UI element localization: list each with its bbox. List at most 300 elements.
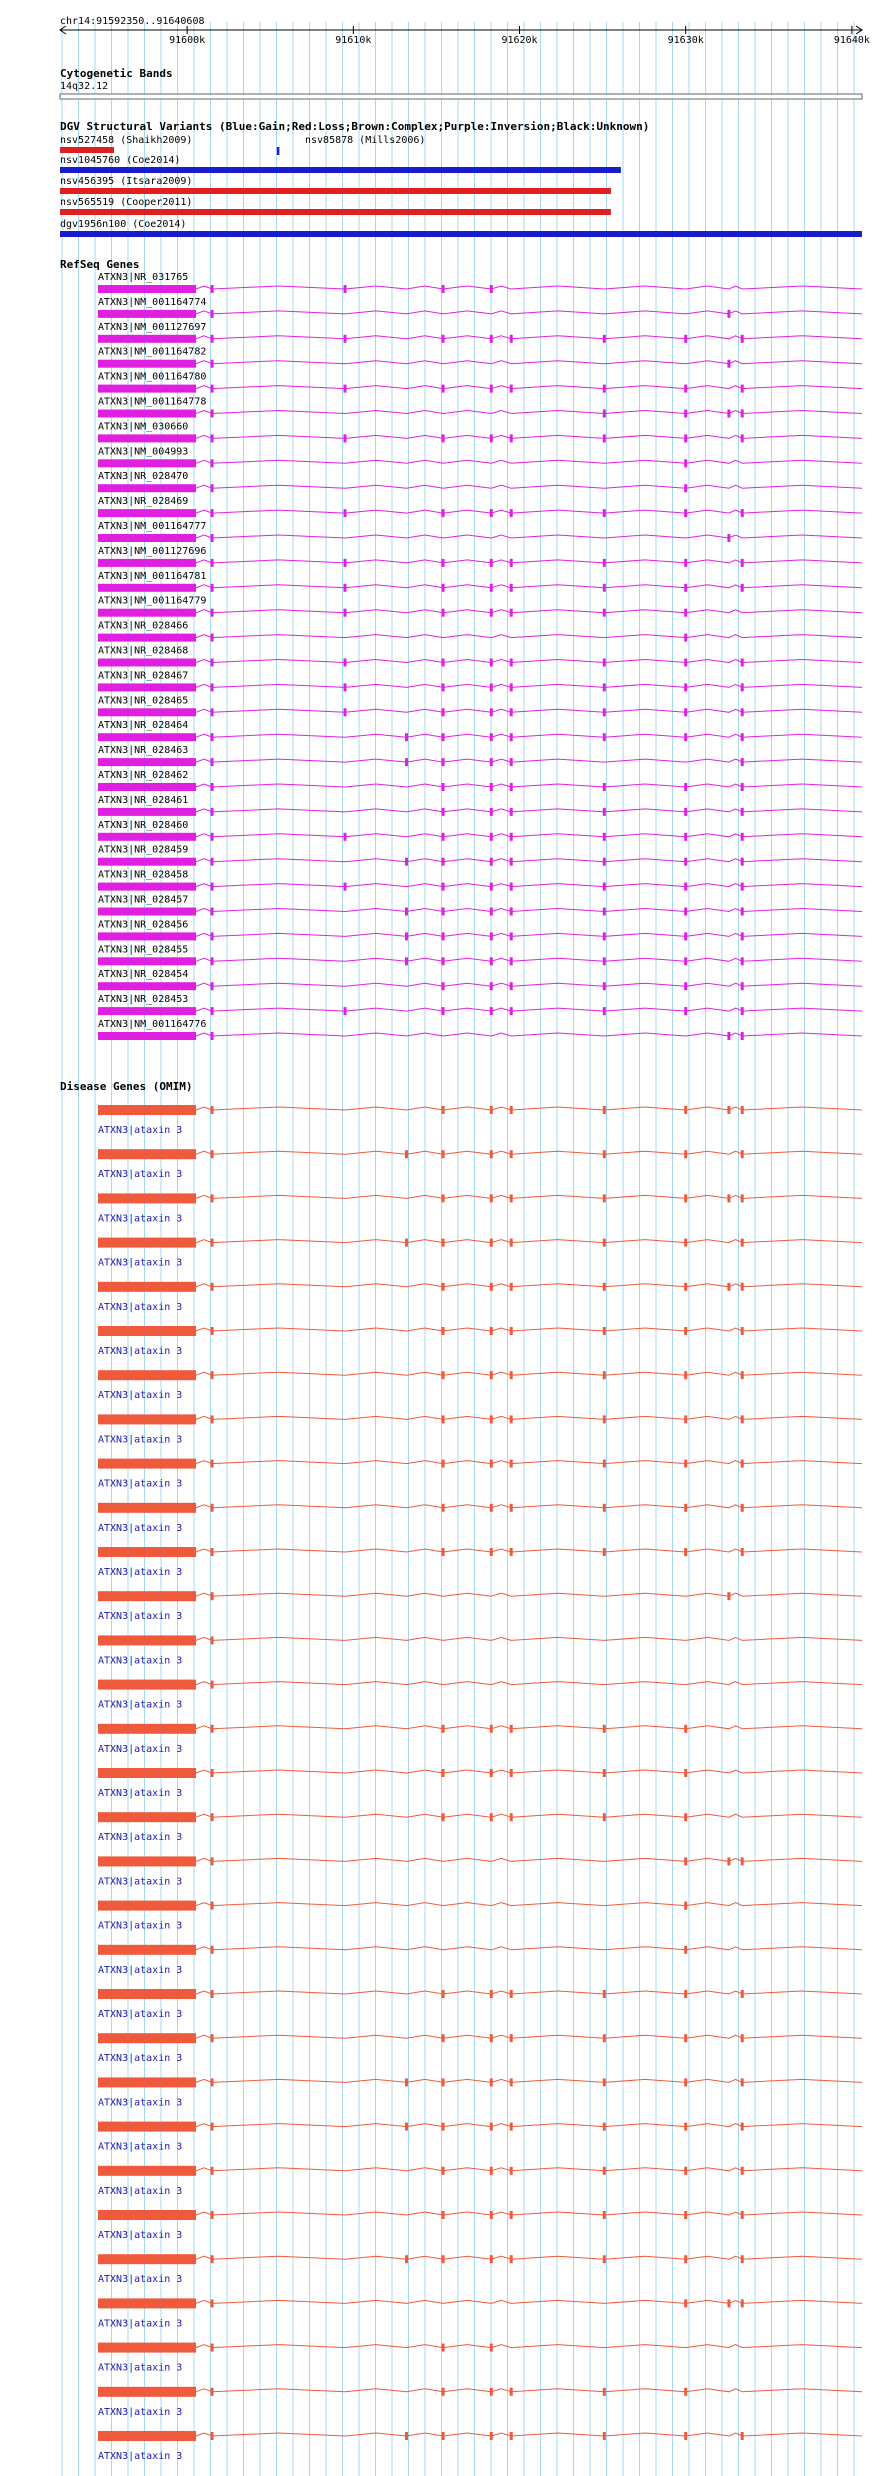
refseq-exon[interactable] [442, 584, 445, 592]
omim-exon[interactable] [405, 2432, 408, 2440]
omim-exon[interactable] [684, 1857, 687, 1865]
refseq-exon[interactable] [98, 708, 196, 716]
refseq-exon[interactable] [98, 783, 196, 791]
refseq-exon[interactable] [490, 559, 493, 567]
refseq-exon[interactable] [211, 858, 214, 866]
omim-exon[interactable] [741, 2299, 744, 2307]
omim-exon[interactable] [442, 1813, 445, 1821]
refseq-exon[interactable] [603, 932, 606, 940]
dgv-variant-bar[interactable] [60, 209, 611, 215]
refseq-exon[interactable] [490, 683, 493, 691]
refseq-exon[interactable] [684, 335, 687, 343]
omim-exon[interactable] [510, 2123, 513, 2131]
refseq-exon[interactable] [442, 883, 445, 891]
omim-exon[interactable] [98, 1459, 196, 1469]
refseq-exon[interactable] [211, 908, 214, 916]
omim-exon[interactable] [741, 2255, 744, 2263]
refseq-exon[interactable] [741, 410, 744, 418]
omim-exon[interactable] [490, 1150, 493, 1158]
refseq-exon[interactable] [603, 883, 606, 891]
refseq-exon[interactable] [741, 659, 744, 667]
omim-exon[interactable] [510, 1106, 513, 1114]
omim-exon[interactable] [684, 2123, 687, 2131]
refseq-exon[interactable] [603, 609, 606, 617]
refseq-exon[interactable] [684, 385, 687, 393]
refseq-exon[interactable] [741, 1032, 744, 1040]
refseq-exon[interactable] [98, 410, 196, 418]
refseq-exon[interactable] [490, 783, 493, 791]
omim-exon[interactable] [442, 1106, 445, 1114]
refseq-exon[interactable] [741, 733, 744, 741]
refseq-exon[interactable] [741, 982, 744, 990]
omim-exon[interactable] [442, 1327, 445, 1335]
refseq-exon[interactable] [727, 410, 730, 418]
omim-exon[interactable] [741, 1990, 744, 1998]
refseq-exon[interactable] [405, 957, 408, 965]
omim-exon[interactable] [510, 1150, 513, 1158]
refseq-exon[interactable] [442, 808, 445, 816]
refseq-exon[interactable] [344, 509, 347, 517]
refseq-exon[interactable] [603, 982, 606, 990]
refseq-exon[interactable] [684, 659, 687, 667]
omim-exon[interactable] [603, 1371, 606, 1379]
omim-exon[interactable] [442, 1283, 445, 1291]
refseq-exon[interactable] [684, 634, 687, 642]
omim-exon[interactable] [684, 1813, 687, 1821]
refseq-exon[interactable] [344, 1007, 347, 1015]
refseq-exon[interactable] [741, 858, 744, 866]
omim-exon[interactable] [211, 1548, 214, 1556]
refseq-exon[interactable] [603, 385, 606, 393]
omim-exon[interactable] [98, 1547, 196, 1557]
omim-exon[interactable] [211, 1636, 214, 1644]
refseq-exon[interactable] [684, 783, 687, 791]
omim-exon[interactable] [490, 1194, 493, 1202]
omim-exon[interactable] [510, 1460, 513, 1468]
omim-exon[interactable] [98, 1503, 196, 1513]
omim-exon[interactable] [98, 1591, 196, 1601]
refseq-exon[interactable] [741, 559, 744, 567]
refseq-exon[interactable] [98, 484, 196, 492]
refseq-exon[interactable] [211, 509, 214, 517]
omim-exon[interactable] [211, 1946, 214, 1954]
refseq-exon[interactable] [490, 982, 493, 990]
refseq-exon[interactable] [684, 708, 687, 716]
refseq-exon[interactable] [510, 758, 513, 766]
refseq-exon[interactable] [442, 733, 445, 741]
refseq-exon[interactable] [727, 1032, 730, 1040]
omim-exon[interactable] [510, 1548, 513, 1556]
refseq-exon[interactable] [211, 1032, 214, 1040]
refseq-exon[interactable] [741, 908, 744, 916]
omim-exon[interactable] [741, 1283, 744, 1291]
omim-exon[interactable] [442, 2167, 445, 2175]
omim-exon[interactable] [490, 1460, 493, 1468]
omim-exon[interactable] [510, 1990, 513, 1998]
refseq-exon[interactable] [490, 908, 493, 916]
omim-exon[interactable] [741, 2078, 744, 2086]
omim-exon[interactable] [211, 1504, 214, 1512]
omim-exon[interactable] [442, 2255, 445, 2263]
refseq-exon[interactable] [510, 708, 513, 716]
refseq-exon[interactable] [684, 808, 687, 816]
refseq-exon[interactable] [741, 1007, 744, 1015]
omim-exon[interactable] [490, 1990, 493, 1998]
omim-exon[interactable] [211, 1725, 214, 1733]
refseq-exon[interactable] [211, 434, 214, 442]
omim-exon[interactable] [490, 1415, 493, 1423]
omim-exon[interactable] [490, 1813, 493, 1821]
omim-exon[interactable] [98, 1105, 196, 1115]
omim-exon[interactable] [211, 2034, 214, 2042]
refseq-exon[interactable] [490, 733, 493, 741]
omim-exon[interactable] [211, 2388, 214, 2396]
omim-exon[interactable] [98, 1856, 196, 1866]
refseq-exon[interactable] [442, 833, 445, 841]
omim-exon[interactable] [510, 2255, 513, 2263]
refseq-exon[interactable] [98, 1032, 196, 1040]
omim-exon[interactable] [442, 1194, 445, 1202]
omim-exon[interactable] [490, 1283, 493, 1291]
dgv-variant-bar[interactable] [60, 231, 862, 237]
omim-exon[interactable] [684, 1327, 687, 1335]
refseq-exon[interactable] [490, 385, 493, 393]
refseq-exon[interactable] [603, 410, 606, 418]
refseq-exon[interactable] [442, 858, 445, 866]
refseq-exon[interactable] [211, 932, 214, 940]
refseq-exon[interactable] [98, 659, 196, 667]
omim-exon[interactable] [741, 1548, 744, 1556]
omim-exon[interactable] [98, 2033, 196, 2043]
refseq-exon[interactable] [741, 957, 744, 965]
omim-exon[interactable] [741, 2432, 744, 2440]
refseq-exon[interactable] [684, 683, 687, 691]
refseq-exon[interactable] [603, 509, 606, 517]
omim-exon[interactable] [405, 2078, 408, 2086]
omim-exon[interactable] [741, 1106, 744, 1114]
refseq-exon[interactable] [741, 883, 744, 891]
omim-exon[interactable] [211, 2211, 214, 2219]
refseq-exon[interactable] [98, 335, 196, 343]
omim-exon[interactable] [98, 2298, 196, 2308]
omim-exon[interactable] [98, 1370, 196, 1380]
omim-exon[interactable] [211, 2123, 214, 2131]
refseq-exon[interactable] [510, 833, 513, 841]
refseq-exon[interactable] [98, 434, 196, 442]
refseq-exon[interactable] [490, 335, 493, 343]
omim-exon[interactable] [211, 1239, 214, 1247]
refseq-exon[interactable] [510, 808, 513, 816]
cytoband-bar[interactable] [60, 94, 862, 99]
refseq-exon[interactable] [344, 434, 347, 442]
omim-exon[interactable] [510, 2211, 513, 2219]
omim-exon[interactable] [442, 1371, 445, 1379]
omim-exon[interactable] [603, 1194, 606, 1202]
refseq-exon[interactable] [603, 1007, 606, 1015]
omim-exon[interactable] [442, 2078, 445, 2086]
omim-exon[interactable] [603, 1415, 606, 1423]
refseq-exon[interactable] [684, 957, 687, 965]
refseq-exon[interactable] [98, 385, 196, 393]
refseq-exon[interactable] [684, 733, 687, 741]
refseq-exon[interactable] [741, 335, 744, 343]
omim-exon[interactable] [211, 1283, 214, 1291]
refseq-exon[interactable] [684, 434, 687, 442]
omim-exon[interactable] [510, 1813, 513, 1821]
refseq-exon[interactable] [727, 310, 730, 318]
refseq-exon[interactable] [603, 908, 606, 916]
refseq-exon[interactable] [344, 609, 347, 617]
omim-exon[interactable] [510, 1769, 513, 1777]
omim-exon[interactable] [603, 1239, 606, 1247]
omim-exon[interactable] [741, 1327, 744, 1335]
omim-exon[interactable] [510, 2388, 513, 2396]
omim-exon[interactable] [727, 1857, 730, 1865]
omim-exon[interactable] [727, 1106, 730, 1114]
omim-exon[interactable] [442, 1990, 445, 1998]
omim-exon[interactable] [684, 1725, 687, 1733]
refseq-exon[interactable] [741, 758, 744, 766]
omim-exon[interactable] [684, 2167, 687, 2175]
refseq-exon[interactable] [490, 609, 493, 617]
omim-exon[interactable] [98, 1989, 196, 1999]
omim-exon[interactable] [603, 2078, 606, 2086]
omim-exon[interactable] [603, 1150, 606, 1158]
omim-exon[interactable] [510, 1415, 513, 1423]
omim-exon[interactable] [490, 2211, 493, 2219]
refseq-exon[interactable] [603, 659, 606, 667]
refseq-exon[interactable] [684, 1007, 687, 1015]
omim-exon[interactable] [510, 1239, 513, 1247]
refseq-exon[interactable] [684, 908, 687, 916]
refseq-exon[interactable] [490, 758, 493, 766]
refseq-exon[interactable] [510, 609, 513, 617]
refseq-exon[interactable] [510, 783, 513, 791]
refseq-exon[interactable] [344, 683, 347, 691]
refseq-exon[interactable] [98, 858, 196, 866]
refseq-exon[interactable] [405, 733, 408, 741]
refseq-exon[interactable] [510, 509, 513, 517]
refseq-exon[interactable] [490, 957, 493, 965]
omim-exon[interactable] [684, 2255, 687, 2263]
refseq-exon[interactable] [211, 808, 214, 816]
omim-exon[interactable] [98, 1414, 196, 1424]
refseq-exon[interactable] [510, 584, 513, 592]
omim-exon[interactable] [684, 1415, 687, 1423]
omim-exon[interactable] [211, 2167, 214, 2175]
refseq-exon[interactable] [344, 584, 347, 592]
omim-exon[interactable] [211, 1194, 214, 1202]
dgv-variant-bar[interactable] [60, 147, 114, 153]
omim-exon[interactable] [510, 1371, 513, 1379]
omim-exon[interactable] [442, 1460, 445, 1468]
refseq-exon[interactable] [603, 783, 606, 791]
refseq-exon[interactable] [98, 559, 196, 567]
refseq-exon[interactable] [211, 534, 214, 542]
omim-exon[interactable] [490, 1548, 493, 1556]
omim-exon[interactable] [684, 1460, 687, 1468]
refseq-exon[interactable] [211, 609, 214, 617]
refseq-exon[interactable] [442, 758, 445, 766]
omim-exon[interactable] [211, 1813, 214, 1821]
refseq-exon[interactable] [442, 1007, 445, 1015]
omim-exon[interactable] [603, 1283, 606, 1291]
refseq-exon[interactable] [344, 833, 347, 841]
omim-exon[interactable] [603, 1548, 606, 1556]
refseq-exon[interactable] [510, 932, 513, 940]
refseq-exon[interactable] [603, 733, 606, 741]
refseq-exon[interactable] [442, 957, 445, 965]
omim-exon[interactable] [684, 1194, 687, 1202]
omim-exon[interactable] [684, 1769, 687, 1777]
omim-exon[interactable] [741, 1857, 744, 1865]
refseq-exon[interactable] [684, 459, 687, 467]
omim-exon[interactable] [405, 1239, 408, 1247]
refseq-exon[interactable] [510, 335, 513, 343]
refseq-exon[interactable] [684, 509, 687, 517]
refseq-exon[interactable] [344, 285, 347, 293]
omim-exon[interactable] [211, 2344, 214, 2352]
refseq-exon[interactable] [741, 584, 744, 592]
refseq-exon[interactable] [510, 683, 513, 691]
omim-exon[interactable] [442, 1239, 445, 1247]
omim-exon[interactable] [98, 1724, 196, 1734]
omim-exon[interactable] [211, 1150, 214, 1158]
dgv-variant-bar[interactable] [60, 188, 611, 194]
omim-exon[interactable] [442, 2211, 445, 2219]
refseq-exon[interactable] [211, 385, 214, 393]
omim-exon[interactable] [727, 1592, 730, 1600]
refseq-exon[interactable] [490, 659, 493, 667]
refseq-exon[interactable] [442, 659, 445, 667]
refseq-exon[interactable] [490, 833, 493, 841]
omim-exon[interactable] [442, 1415, 445, 1423]
refseq-exon[interactable] [98, 310, 196, 318]
omim-exon[interactable] [684, 1946, 687, 1954]
refseq-exon[interactable] [510, 385, 513, 393]
omim-exon[interactable] [603, 1327, 606, 1335]
refseq-exon[interactable] [405, 908, 408, 916]
refseq-exon[interactable] [490, 883, 493, 891]
omim-exon[interactable] [490, 1769, 493, 1777]
refseq-exon[interactable] [490, 808, 493, 816]
omim-exon[interactable] [490, 1327, 493, 1335]
omim-exon[interactable] [442, 1725, 445, 1733]
omim-exon[interactable] [490, 2432, 493, 2440]
omim-exon[interactable] [741, 2167, 744, 2175]
refseq-exon[interactable] [741, 385, 744, 393]
refseq-exon[interactable] [98, 634, 196, 642]
omim-exon[interactable] [490, 1725, 493, 1733]
omim-exon[interactable] [98, 2166, 196, 2176]
omim-exon[interactable] [405, 2123, 408, 2131]
omim-exon[interactable] [603, 2034, 606, 2042]
omim-exon[interactable] [741, 1371, 744, 1379]
refseq-exon[interactable] [684, 559, 687, 567]
refseq-exon[interactable] [211, 335, 214, 343]
refseq-exon[interactable] [510, 1007, 513, 1015]
omim-exon[interactable] [603, 2432, 606, 2440]
refseq-exon[interactable] [98, 285, 196, 293]
omim-exon[interactable] [684, 1371, 687, 1379]
refseq-exon[interactable] [442, 932, 445, 940]
omim-exon[interactable] [727, 2299, 730, 2307]
refseq-exon[interactable] [442, 609, 445, 617]
omim-exon[interactable] [211, 2078, 214, 2086]
refseq-exon[interactable] [684, 883, 687, 891]
refseq-exon[interactable] [684, 584, 687, 592]
refseq-exon[interactable] [211, 1007, 214, 1015]
refseq-exon[interactable] [211, 310, 214, 318]
omim-exon[interactable] [490, 2255, 493, 2263]
omim-exon[interactable] [442, 2388, 445, 2396]
refseq-exon[interactable] [603, 683, 606, 691]
refseq-exon[interactable] [98, 957, 196, 965]
omim-exon[interactable] [98, 1326, 196, 1336]
omim-exon[interactable] [684, 1283, 687, 1291]
omim-exon[interactable] [405, 2255, 408, 2263]
omim-exon[interactable] [490, 2388, 493, 2396]
omim-exon[interactable] [603, 1769, 606, 1777]
refseq-exon[interactable] [603, 858, 606, 866]
refseq-exon[interactable] [603, 957, 606, 965]
omim-exon[interactable] [442, 1150, 445, 1158]
omim-exon[interactable] [211, 2299, 214, 2307]
omim-exon[interactable] [211, 1415, 214, 1423]
omim-exon[interactable] [211, 1371, 214, 1379]
omim-exon[interactable] [98, 1901, 196, 1911]
omim-exon[interactable] [741, 1504, 744, 1512]
refseq-exon[interactable] [98, 360, 196, 368]
refseq-exon[interactable] [490, 434, 493, 442]
omim-exon[interactable] [741, 1415, 744, 1423]
omim-exon[interactable] [98, 2431, 196, 2441]
omim-exon[interactable] [684, 1548, 687, 1556]
omim-exon[interactable] [510, 1283, 513, 1291]
omim-exon[interactable] [490, 2078, 493, 2086]
refseq-exon[interactable] [684, 833, 687, 841]
refseq-exon[interactable] [211, 683, 214, 691]
omim-exon[interactable] [727, 1283, 730, 1291]
omim-exon[interactable] [490, 1106, 493, 1114]
refseq-exon[interactable] [211, 484, 214, 492]
refseq-exon[interactable] [344, 883, 347, 891]
omim-exon[interactable] [490, 1504, 493, 1512]
refseq-exon[interactable] [98, 1007, 196, 1015]
omim-exon[interactable] [490, 1239, 493, 1247]
refseq-exon[interactable] [211, 833, 214, 841]
omim-exon[interactable] [98, 2210, 196, 2220]
refseq-exon[interactable] [490, 584, 493, 592]
omim-exon[interactable] [490, 2034, 493, 2042]
omim-exon[interactable] [684, 2078, 687, 2086]
omim-exon[interactable] [98, 2387, 196, 2397]
dgv-variant-bar[interactable] [277, 147, 279, 155]
refseq-exon[interactable] [98, 733, 196, 741]
refseq-exon[interactable] [490, 708, 493, 716]
omim-exon[interactable] [98, 1768, 196, 1778]
refseq-exon[interactable] [98, 908, 196, 916]
refseq-exon[interactable] [727, 360, 730, 368]
refseq-exon[interactable] [510, 908, 513, 916]
refseq-exon[interactable] [603, 708, 606, 716]
omim-exon[interactable] [211, 1769, 214, 1777]
omim-exon[interactable] [510, 2167, 513, 2175]
refseq-exon[interactable] [603, 335, 606, 343]
omim-exon[interactable] [510, 2034, 513, 2042]
refseq-exon[interactable] [442, 335, 445, 343]
refseq-exon[interactable] [211, 360, 214, 368]
